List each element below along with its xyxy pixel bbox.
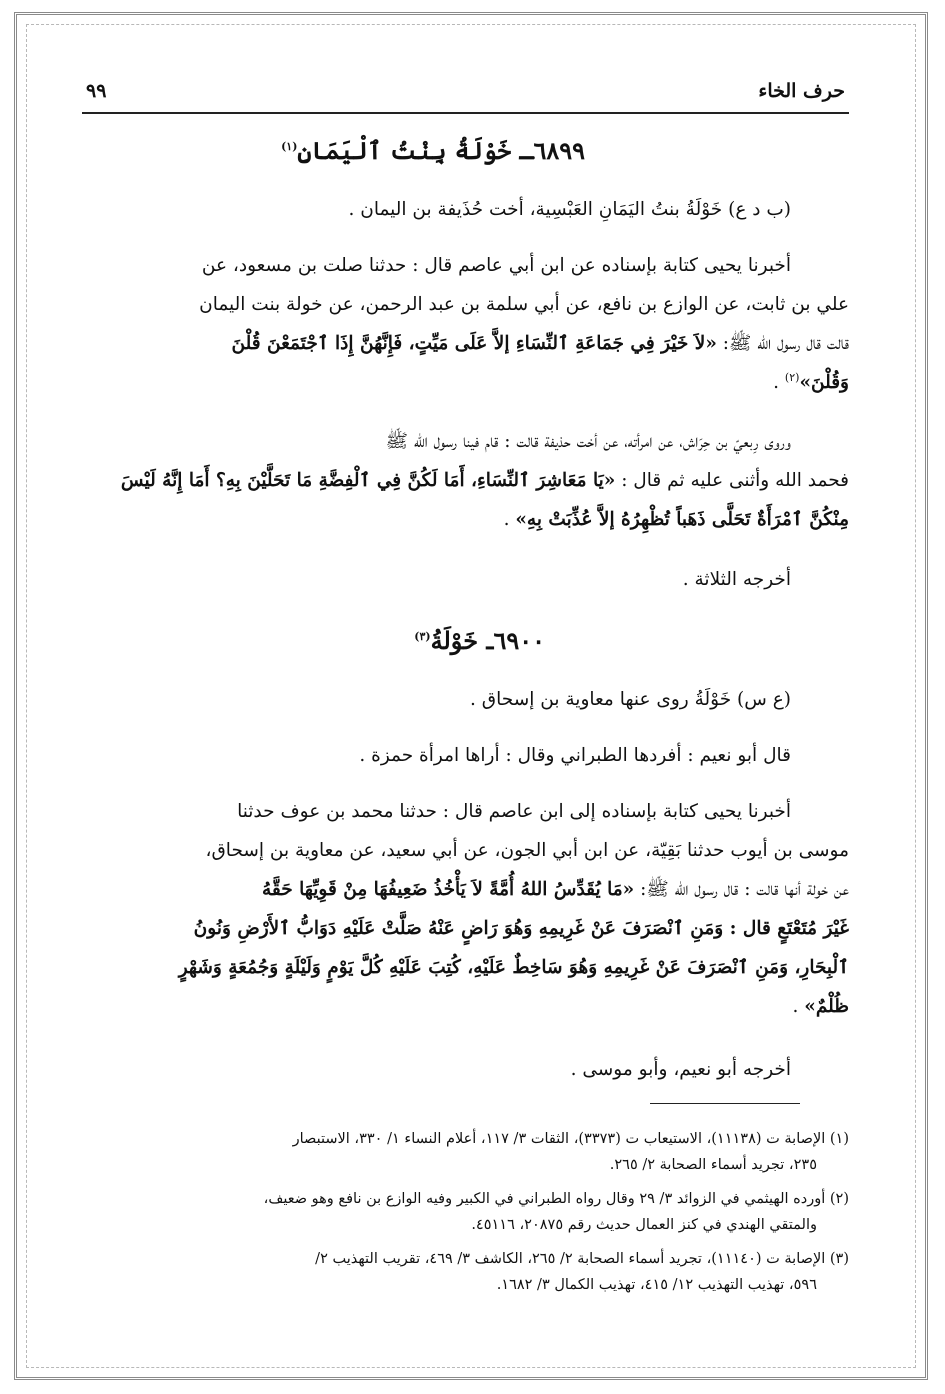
footnote-ref: (٢) <box>784 370 800 384</box>
hadith-text: «مَا يُقَدِّسُ اللهُ أُمَّةً لاَ يَأْخُذُ ضَعِيفُهَا مِنْ قَوِيِّهَا حَقَّهُ <box>261 879 635 900</box>
entry1-intro <box>90 190 849 229</box>
hadith-line: ٱلْبِحَارِ، وَمَنِ ٱنْصَرَفَ عَنْ غَرِيمِهِ وَهُوَ سَاخِطٌ عَلَيْهِ، كُتِبَ عَلَيْهِ كُلَّ يَوْمٍ وَلَيْلَةٍ وَجُمُعَةٍ وَشَهْرٍ <box>178 957 849 978</box>
intro-line: (ع س) خَوْلَةُ روى عنها معاوية بن إسحاق . <box>470 689 791 710</box>
text-line: موسى بن أيوب حدثنا بَقِيّة، عن ابن أبي الجون، عن أبي سعيد، عن معاوية بن إسحاق، <box>205 840 849 861</box>
entry2-paragraph <box>90 792 849 1026</box>
footnote-ref: (٣) <box>414 630 431 643</box>
running-header-title: حرف الخاء <box>758 80 845 102</box>
footnote-2 <box>90 1186 849 1238</box>
text-line: أخبرنا يحيى كتابة بإسناده إلى ابن عاصم قال : حدثنا محمد بن عوف حدثنا <box>237 801 791 822</box>
entry-title-text: ٦٩٠٠ـ خَوْلَةُ <box>430 626 545 655</box>
entry1-paragraph-1 <box>90 246 849 402</box>
footnote-number: (٣) <box>829 1251 849 1267</box>
entry2-closing <box>90 1050 849 1089</box>
hadith-text: وَقُلْنَ» <box>799 372 849 393</box>
hadith-text: «لاَ خَيْرَ فِي جَمَاعَةِ ٱلنِّسَاءِ إلاَّ عَلَى مَيِّتٍ، فَإِنَّهُنَّ إِذَا ٱجْتَمَعْنَ قُلْنَ <box>231 333 717 354</box>
footnotes <box>90 1126 849 1306</box>
text-segment: . <box>503 509 516 530</box>
footnote-3 <box>90 1246 849 1298</box>
text-segment: عن خولة أنها قالت : قال رسول الله ﷺ: <box>634 879 849 900</box>
text-segment: قالت قال رسول الله ﷺ: <box>716 333 849 354</box>
text-segment: . <box>792 996 805 1017</box>
hadith-text: «يَا مَعَاشِرَ ٱلنِّسَاءِ، أَمَا لَكُنَّ فِي ٱلْفِضَّةِ مَا تَحَلَّيْنَ بِهِ؟ أَمَا إِنَّهُ لَيْسَ <box>120 470 616 491</box>
footnote-number: (٢) <box>829 1191 849 1207</box>
intro-line: (ب د ع) خَوْلَةُ بنتُ اليَمَانِ العَبْسِية، أخت حُذَيفة بن اليمان . <box>348 199 791 220</box>
text-line <box>90 870 849 909</box>
closing-line: أخرجه الثلاثة . <box>682 569 791 590</box>
entry1-closing <box>90 560 849 599</box>
text-line <box>90 461 849 500</box>
entry-title-text: ٦٨٩٩ـ خَوْلَةُ بِنْتُ ٱلْيَمَانِ <box>297 136 585 165</box>
text-line <box>90 987 849 1026</box>
footnote-line <box>90 1186 849 1212</box>
footnote-text: الإصابة ت (١١١٣٨)، الاستيعاب ت (٣٣٧٣)، الثقات ٣/ ١١٧، أعلام النساء ١/ ٣٣٠، الاستبصار <box>292 1131 826 1147</box>
text-segment: . <box>773 372 785 393</box>
footnote-text: أورده الهيثمي في الزوائد ٣/ ٢٩ وقال رواه الطبراني في الكبير وفيه الوازع بن نافع وهو ضعيف، <box>263 1191 826 1207</box>
header-rule <box>82 112 849 114</box>
footnote-line: والمتقي الهندي في كنز العمال حديث رقم ٢٠٨٧٥، ٤٥١١٦. <box>471 1217 817 1233</box>
footnote-line: ٢٣٥، تجريد أسماء الصحابة ٢/ ٢٦٥. <box>609 1157 817 1173</box>
text-segment: فحمد الله وأثنى عليه ثم قال : <box>615 470 849 491</box>
text-line <box>90 500 849 539</box>
entry1-paragraph-2 <box>90 422 849 539</box>
footnote-line <box>90 1126 849 1152</box>
entry-title-6899 <box>281 136 585 165</box>
closing-line: أخرجه أبو نعيم، وأبو موسى . <box>570 1059 791 1080</box>
entry2-intro <box>90 680 849 719</box>
footnote-line <box>90 1246 849 1272</box>
footnote-separator <box>650 1103 800 1104</box>
text-line: علي بن ثابت، عن الوازع بن نافع، عن أبي سلمة بن عبد الرحمن، عن خولة بنت اليمان <box>199 294 849 315</box>
entry2-note <box>90 736 849 775</box>
text-line: أخبرنا يحيى كتابة بإسناده عن ابن أبي عاصم قال : حدثنا صلت بن مسعود، عن <box>201 255 791 276</box>
footnote-1 <box>90 1126 849 1178</box>
text-line: وروى رِبعيّ بن حِرَاش، عن امرأته، عن أخت حذيفة قالت : قام فينا رسول الله ﷺ <box>385 431 791 452</box>
hadith-line: غَيْرَ مُتَعْتَعٍ قال : وَمَنِ ٱنْصَرَفَ عَنْ غَرِيمِهِ وَهُوَ رَاضٍ عَنْهُ صَلَّتْ عَلَيْهِ دَوَابُّ ٱلأَرْضِ وَنُونُ <box>193 918 849 939</box>
entry-title-6900 <box>414 626 545 655</box>
text-line <box>90 363 849 402</box>
note-line: قال أبو نعيم : أفردها الطبراني وقال : أراها امرأة حمزة . <box>359 745 791 766</box>
footnote-ref: (١) <box>281 140 298 153</box>
hadith-text: مِنْكُنَّ ٱمْرَأَةٌ تَحَلَّى ذَهَباً تُظْهِرُهُ إلاَّ عُذِّبَتْ بِهِ» <box>515 509 849 530</box>
text-line <box>90 324 849 363</box>
footnote-number: (١) <box>829 1131 849 1147</box>
footnote-text: الإصابة ت (١١١٤٠)، تجريد أسماء الصحابة ٢/ ٢٦٥، الكاشف ٣/ ٤٦٩، تقريب التهذيب ٢/ <box>315 1251 826 1267</box>
hadith-text: ظُلْمٌ» <box>804 996 849 1017</box>
footnote-line: ٥٩٦، تهذيب التهذيب ١٢/ ٤١٥، تهذيب الكمال ٣/ ١٦٨٢. <box>496 1277 817 1293</box>
page-number: ٩٩ <box>86 80 107 102</box>
